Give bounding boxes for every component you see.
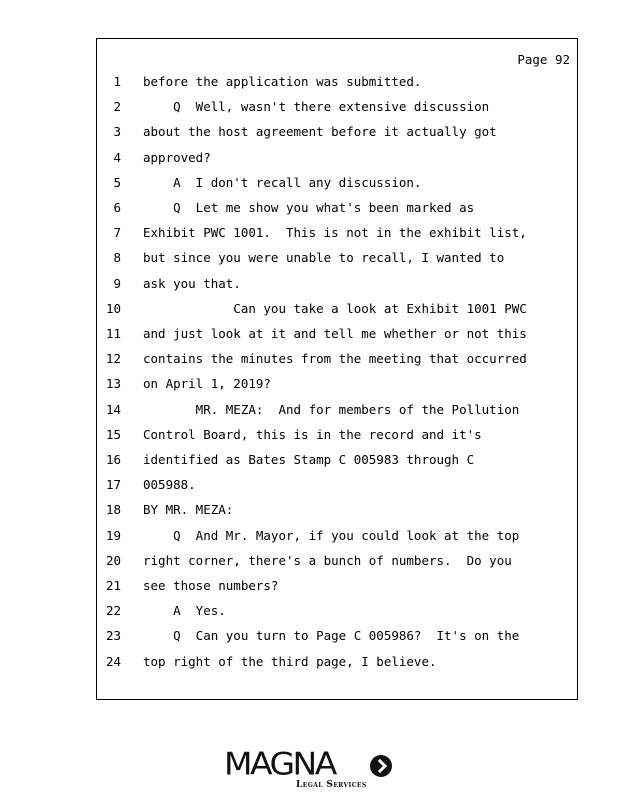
line-text: Q Can you turn to Page C 005986? It's on the xyxy=(143,628,520,644)
line-text: BY MR. MEZA: xyxy=(143,502,234,518)
line-text: Q And Mr. Mayor, if you could look at the top xyxy=(143,527,520,543)
line-number: 19 xyxy=(105,527,121,543)
transcript-line xyxy=(97,124,577,149)
line-text: MR. MEZA: And for members of the Pollution xyxy=(143,401,520,417)
line-text: ask you that. xyxy=(143,275,241,291)
line-text: right corner, there's a bunch of numbers. Do you xyxy=(143,552,512,568)
logo-subtitle: Legal Services xyxy=(296,780,367,790)
magna-logo xyxy=(224,745,399,792)
transcript-line xyxy=(97,628,577,653)
line-text: Exhibit PWC 1001. This is not in the exhibit list, xyxy=(143,225,527,241)
transcript-line xyxy=(97,502,577,527)
transcript-line xyxy=(97,603,577,628)
line-number: 11 xyxy=(105,326,121,341)
transcript-line xyxy=(97,553,577,578)
transcript-line xyxy=(97,276,577,301)
line-number: 23 xyxy=(105,628,121,644)
page-number: Page 92 xyxy=(517,52,570,67)
line-number: 14 xyxy=(105,401,121,417)
transcript-line xyxy=(97,477,577,502)
transcript-line xyxy=(97,301,577,326)
transcript-line xyxy=(97,150,577,175)
transcript-page xyxy=(96,38,578,700)
line-number: 22 xyxy=(105,603,121,619)
line-text: Q Well, wasn't there extensive discussion xyxy=(143,99,490,115)
transcript-line xyxy=(97,351,577,376)
transcript-line xyxy=(97,654,577,679)
line-text: A Yes. xyxy=(143,603,226,619)
line-text: identified as Bates Stamp C 005983 through C xyxy=(143,452,475,467)
line-text: about the host agreement before it actually got xyxy=(143,124,497,140)
line-text: A I don't recall any discussion. xyxy=(143,174,422,190)
line-number: 6 xyxy=(113,200,121,215)
logo-wordmark: MAGNA xyxy=(224,745,335,783)
transcript-line xyxy=(97,99,577,124)
line-number: 13 xyxy=(105,376,121,392)
line-text: Can you take a look at Exhibit 1001 PWC xyxy=(143,300,527,316)
transcript-line xyxy=(97,402,577,427)
line-text: 005988. xyxy=(143,477,196,493)
line-number: 24 xyxy=(105,653,121,669)
chevron-right-icon xyxy=(370,755,392,777)
line-text: on April 1, 2019? xyxy=(143,376,271,392)
line-text: before the application was submitted. xyxy=(143,74,422,89)
line-text: and just look at it and tell me whether or not this xyxy=(143,326,527,341)
transcript-line xyxy=(97,578,577,603)
transcript-line xyxy=(97,427,577,452)
line-number: 17 xyxy=(105,477,121,493)
line-number: 16 xyxy=(105,452,121,467)
line-number: 21 xyxy=(105,578,121,593)
line-number: 1 xyxy=(113,74,121,89)
transcript-line xyxy=(97,200,577,225)
line-text: Q Let me show you what's been marked as xyxy=(143,200,475,215)
line-number: 10 xyxy=(105,300,121,316)
line-number: 7 xyxy=(113,225,121,241)
line-number: 8 xyxy=(113,250,121,266)
line-text: contains the minutes from the meeting that occurred xyxy=(143,351,527,367)
line-text: approved? xyxy=(143,149,211,165)
line-number: 9 xyxy=(113,275,121,291)
line-text: but since you were unable to recall, I wanted to xyxy=(143,250,505,266)
transcript-line xyxy=(97,528,577,553)
line-text: top right of the third page, I believe. xyxy=(143,653,437,669)
transcript-line xyxy=(97,250,577,275)
line-number: 2 xyxy=(113,99,121,115)
line-number: 5 xyxy=(113,174,121,190)
line-number: 12 xyxy=(105,351,121,367)
line-text: Control Board, this is in the record and it's xyxy=(143,426,482,442)
transcript-line xyxy=(97,452,577,477)
transcript-line xyxy=(97,74,577,99)
line-number: 4 xyxy=(113,149,121,165)
transcript-line xyxy=(97,225,577,250)
line-text: see those numbers? xyxy=(143,578,279,593)
line-number: 3 xyxy=(113,124,121,140)
line-number: 15 xyxy=(105,426,121,442)
transcript-line xyxy=(97,326,577,351)
transcript-line xyxy=(97,175,577,200)
line-number: 20 xyxy=(105,552,121,568)
transcript-line xyxy=(97,376,577,401)
line-number: 18 xyxy=(105,502,121,518)
